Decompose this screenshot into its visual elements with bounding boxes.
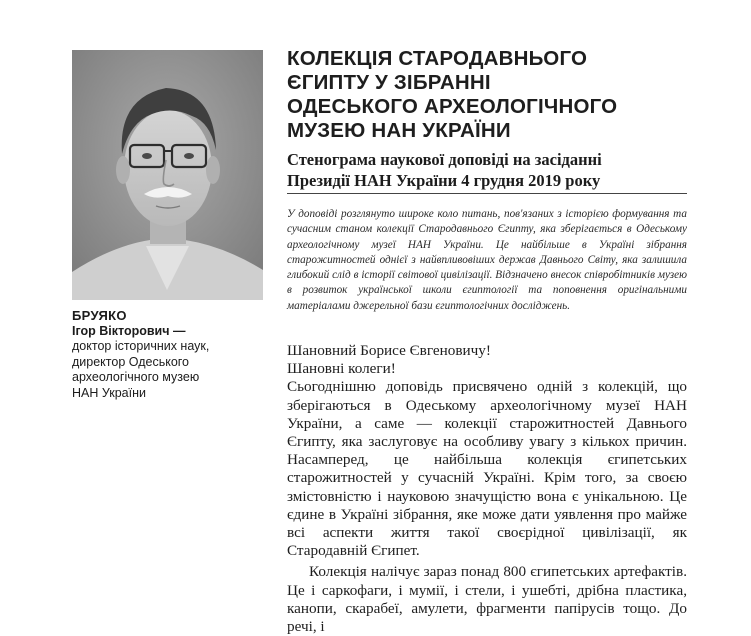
article-body <box>287 342 687 636</box>
article-subtitle-line: Стенограма наукової доповіді на засіданні <box>287 150 602 169</box>
author-role-line: директор Одеського <box>72 354 190 369</box>
greeting-line: Шановні колеги! <box>287 360 396 378</box>
article-title-line: ЄГИПТУ У ЗІБРАННІ <box>287 71 491 94</box>
author-role-line: доктор історичних наук, <box>72 339 210 353</box>
article-title-line: КОЛЕКЦІЯ СТАРОДАВНЬОГО <box>287 47 588 70</box>
body-paragraph: Колекція налічує зараз понад 800 єгипетських артефактів. Це і саркофаги, і мумії, і стели, і ушебті, дрібна пластика, канопи, скарабеї, амулети, фрагменти папірусів тощо. До речі, і <box>287 563 687 636</box>
article-title-line: МУЗЕЮ НАН УКРАЇНИ <box>287 119 511 142</box>
body-paragraph: Сьогоднішню доповідь присвячено одній з колекцій, що зберігаються в Одеському археологічному музеї НАН України, а саме — колекції старожитностей Давнього Єгипту, яка заслуговує на особливу увагу з кількох причин. Насамперед, це найбільша колекція єгипетських старожитностей у сучасній Україні. Крім того, за своєю змістовністю і науковою значущістю вона є унікальною. Це єдине в Україні зібрання, яке може дати уявлення про майже всі аспекти життя такої своєрідної цивілізації, як Стародавній Єгипет. <box>287 378 687 560</box>
title-divider <box>287 193 687 194</box>
author-role-line: НАН України <box>72 385 146 400</box>
article-title <box>287 47 687 143</box>
author-portrait-photo <box>72 50 263 300</box>
article-title-line: ОДЕСЬКОГО АРХЕОЛОГІЧНОГО <box>287 95 618 118</box>
author-block <box>72 308 272 401</box>
author-surname: БРУЯКО <box>72 308 127 323</box>
article-abstract: У доповіді розглянуто широке коло питань, пов'язаних з історією формування та сучасним станом колекції Стародавнього Єгипту, яка зберігається в Одеському археологічному музеї НАН України. Це найбільше в Україні зібрання старожитностей однієї з найвпливовіших держав Давнього Світу, яка залишила глибокий слід в історії світової цивілізації. Відзначено внесок співробітників музею в розвиток української школи єгиптології та поповнення оригінальними матеріалами джерельної бази єгиптологічних досліджень. <box>287 208 687 312</box>
greeting-line: Шановний Борисе Євгеновичу! <box>287 342 491 359</box>
article-subtitle <box>287 149 687 191</box>
author-given-name: Ігор Вікторович — <box>72 323 186 338</box>
article-subtitle-line: Президії НАН України 4 грудня 2019 року <box>287 171 601 190</box>
author-role-line: археологічного музею <box>72 370 200 384</box>
